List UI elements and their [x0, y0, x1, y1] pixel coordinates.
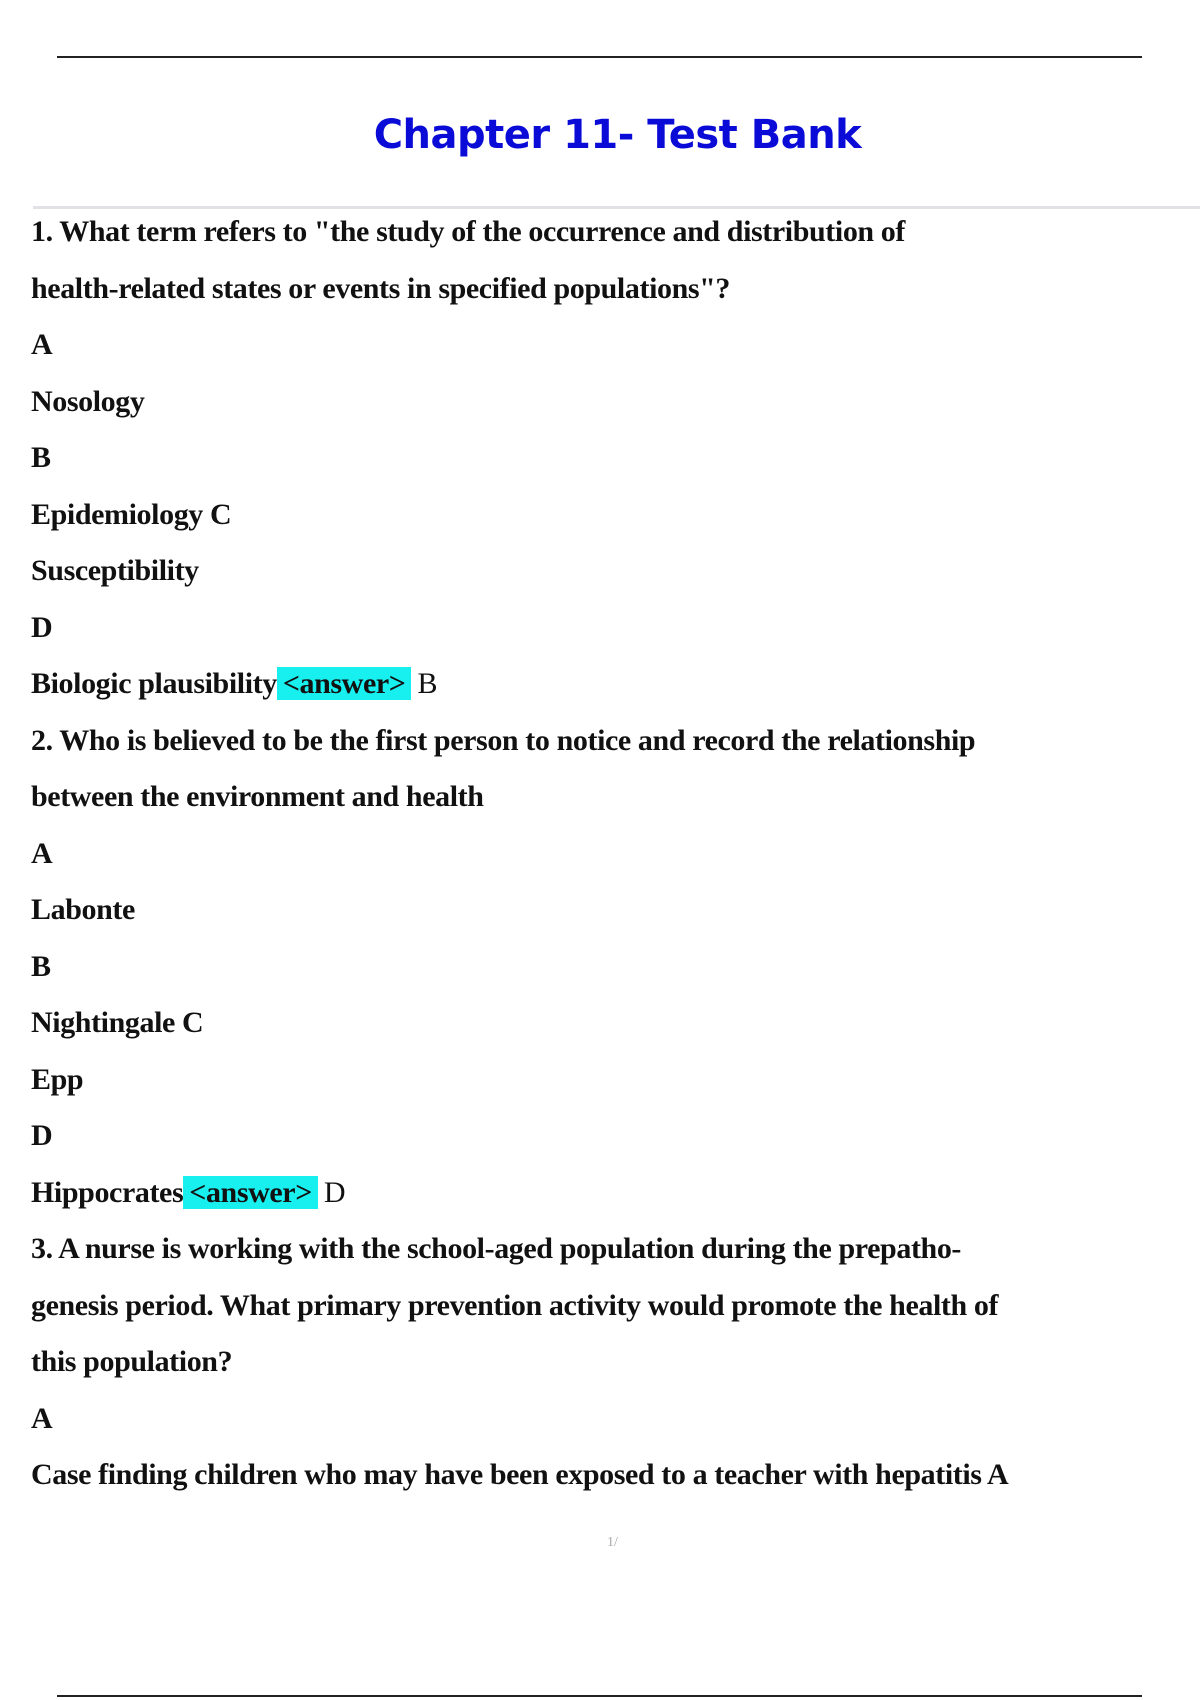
- answer-line: [31, 656, 1196, 713]
- last-option: Biologic plausibility: [31, 667, 277, 700]
- page-title: Chapter 11- Test Bank: [373, 112, 862, 158]
- option-line: A: [31, 328, 53, 361]
- option-line: A: [31, 836, 53, 870]
- option-line: B: [31, 949, 51, 983]
- page-number: 1/: [607, 1535, 618, 1550]
- question-1-stem-line-2: health-related states or events in specified populations"?: [31, 271, 731, 305]
- question-3-stem-line-2: genesis period. What primary prevention activity would promote the health of: [31, 1288, 999, 1322]
- option-line: Susceptibility: [31, 554, 199, 587]
- option-line: Labonte: [31, 893, 135, 926]
- option-line: B: [31, 441, 51, 474]
- question-2-stem-line-2: between the environment and health: [31, 780, 484, 813]
- answer-tag-highlight: <answer>: [277, 667, 412, 700]
- footer-rule: [57, 1695, 1142, 1697]
- answer-letter: B: [417, 667, 438, 700]
- last-option: Hippocrates: [31, 1175, 184, 1209]
- option-line: Nightingale C: [31, 1006, 204, 1039]
- question-3-stem-line-3: this population?: [31, 1345, 233, 1378]
- option-line: D: [31, 610, 53, 644]
- question-1-stem-line-1: 1. What term refers to "the study of the occurrence and distribution of: [31, 215, 905, 248]
- question-3-stem-line-1: 3. A nurse is working with the school-aged population during the prepatho-: [31, 1232, 962, 1265]
- question-2-stem-line-1: 2. Who is believed to be the first person to notice and record the relationship: [31, 723, 976, 757]
- option-line: Case finding children who may have been exposed to a teacher with hepatitis A: [31, 1458, 1009, 1491]
- answer-tag-highlight: <answer>: [183, 1176, 318, 1209]
- answer-line: [31, 1165, 1196, 1222]
- header-rule: [57, 56, 1142, 58]
- option-line: Epidemiology C: [31, 497, 232, 531]
- option-line: A: [31, 1401, 53, 1435]
- question-list: [31, 204, 1196, 1504]
- option-line: D: [31, 1119, 53, 1152]
- answer-letter: D: [323, 1175, 346, 1209]
- option-line: Epp: [31, 1062, 84, 1096]
- option-line: Nosology: [31, 384, 145, 418]
